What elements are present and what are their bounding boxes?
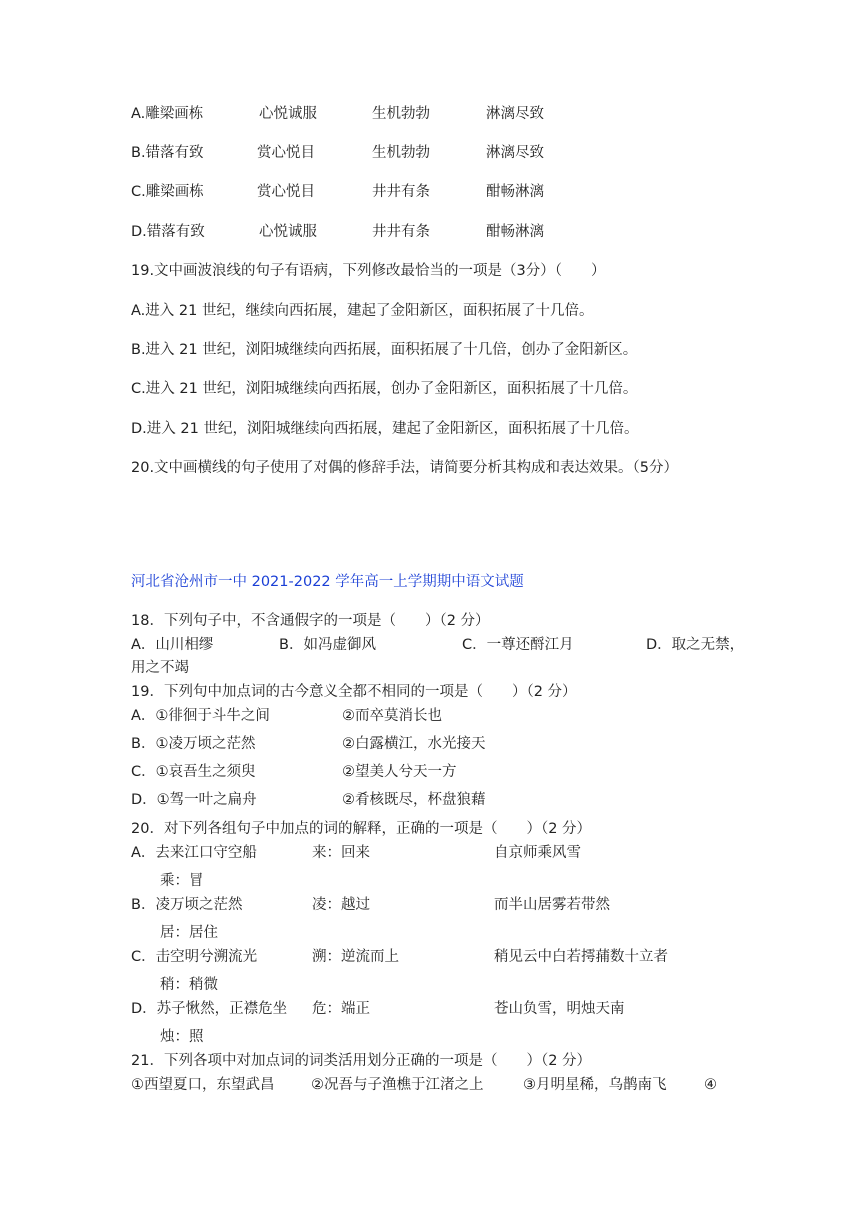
s21-stem: 21．下列各项中对加点词的词类活用划分正确的一项是（ ）（2 分） bbox=[131, 1053, 592, 1069]
s20-option-b-gloss: 居：居住 bbox=[160, 925, 218, 941]
q19-stem: 19.文中画波浪线的句子有语病，下列修改最恰当的一项是（3分）（ ） bbox=[131, 263, 606, 279]
section-title: 河北省沧州市一中 2021-2022 学年高一上学期期中语文试题 bbox=[131, 574, 524, 590]
s20-option-a-gloss: 乘：冒 bbox=[160, 873, 204, 889]
s20-stem: 20．对下列各组句子中加点的词的解释，正确的一项是（ ）（2 分） bbox=[131, 821, 592, 837]
s19-stem: 19．下列句中加点词的古今意义全都不相同的一项是（ ）（2 分） bbox=[131, 684, 577, 700]
q19-option-d: D.进入 21 世纪，浏阳城继续向西拓展，建起了金阳新区，面积拓展了十几倍。 bbox=[131, 421, 639, 437]
s18-stem: 18．下列句子中，不含通假字的一项是（ ）（2 分） bbox=[131, 613, 490, 629]
q19-option-c: C.进入 21 世纪，浏阳城继续向西拓展，创办了金阳新区，面积拓展了十几倍。 bbox=[131, 381, 638, 397]
q19-option-b: B.进入 21 世纪，浏阳城继续向西拓展，面积拓展了十几倍，创办了金阳新区。 bbox=[131, 342, 638, 358]
s20-option-c-gloss: 稍：稍微 bbox=[160, 977, 218, 993]
s20-option-d-gloss: 烛：照 bbox=[160, 1029, 204, 1045]
q19-option-a: A.进入 21 世纪，继续向西拓展，建起了金阳新区，面积拓展了十几倍。 bbox=[131, 303, 594, 319]
s18-option-d-cont: 用之不竭 bbox=[131, 660, 189, 676]
exam-page: A.雕梁画栋 心悦诚服 生机勃勃 淋漓尽致 B.错落有致 赏心悦目 生机勃勃 淋漓尽致 C.雕梁画栋 赏心悦目 井井有条 酣畅淋漓 D.错落有致 心悦诚服 井井有条 酣畅淋漓 19.文中画波浪线的句子有语病，下列修改最恰当的一项是（3分）（ ） A.进入 21 世纪，继续向西拓展，建起了金阳新区，面积拓展了十几倍。 B.进入 21 世纪，浏阳城继续向西拓展，面积拓展了十几倍，创办了金阳新区。 C.进入 21 世纪，浏阳城继续向西拓展，创办了金阳新区，面积拓展了十几倍。 D.进入 21 世纪，浏阳城继续向西拓展，建起了金阳新区，面积拓展了十几倍。 20.文中画横线的句子使用了对偶的修辞手法，请简要分析其构成和表达效果。（5分） 河北省沧州市一中 2021-2022 学年高一上学期期中语文试题 18．下列句子中，不含通假字的一项是（ ）（2 分） A．山川相缪 B．如冯虚御风 C．一尊还酹江月 D．取之无禁， 用之不竭 19．下列句中加点词的古今意义全都不相同的一项是（ ）（2 分） A．①徘徊于斗牛之间 ②而卒莫消长也 B．①凌万顷之茫然 ②白露横江，水光接天 C．①哀吾生之须臾 ②望美人兮天一方 D．①驾一叶之扁舟 ②肴核既尽，杯盘狼藉 20．对下列各组句子中加点的词的解释，正确的一项是（ ）（2 分） A．去来江口守空船 来：回来 自京师乘风雪 乘：冒 B．凌万顷之茫然 凌：越过 而半山居雾若带然 居：居住 C．击空明兮溯流光 溯：逆流而上 稍见云中白若摴蒱数十立者 稍：稍微 D．苏子愀然，正襟危坐 危：端正 苍山负雪，明烛天南 烛：照 21．下列各项中对加点词的词类活用划分正确的一项是（ ）（2 分） ①西望夏口，东望武昌 ②况吾与子渔樵于江渚之上 ③月明星稀，乌鹊南飞 ④ bbox=[131, 106, 745, 1093]
q20-stem: 20.文中画横线的句子使用了对偶的修辞手法，请简要分析其构成和表达效果。（5分） bbox=[131, 460, 679, 476]
